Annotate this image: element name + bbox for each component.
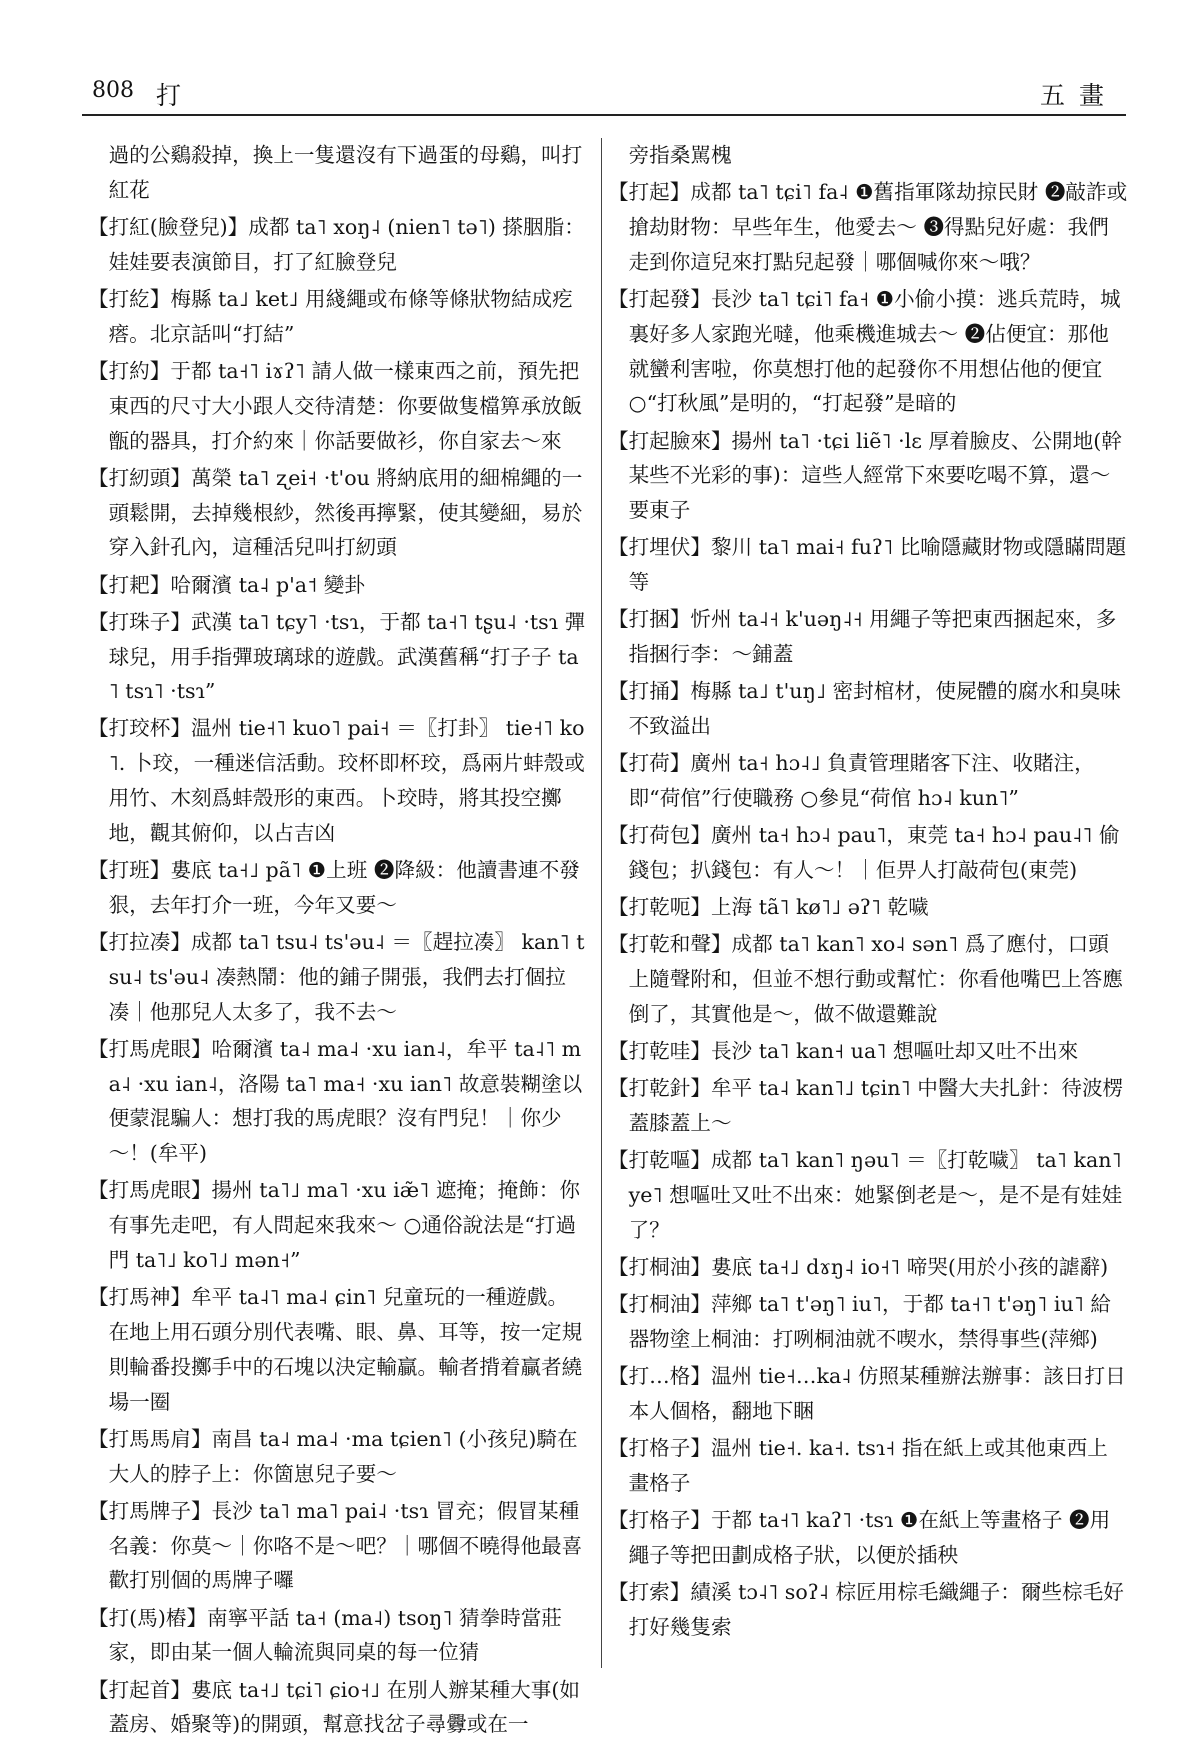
page-number: 808 xyxy=(92,78,134,103)
dictionary-entry: 【打乾和聲】成都 ta˥ kan˥ xo˨ sən˥ 爲了應付，口頭上隨聲附和，但並不想行動或幫忙：你看他嘴巴上答應倒了，其實他是～，做不做還難說 xyxy=(608,932,1123,1027)
dictionary-entry: 【打荷包】廣州 ta˧ hɔ˨ pau˥，東莞 ta˧ hɔ˨ pau˨˥ 偷錢包；扒錢包：有人～！｜佢畀人打敲荷包(東莞) xyxy=(608,823,1120,883)
dictionary-entry: 【打捆】忻州 ta˨˧ k'uəŋ˨˧ 用繩子等把東西捆起來，多指捆行李：～鋪蓋 xyxy=(608,607,1117,667)
column-divider xyxy=(601,138,602,1668)
dictionary-entry: 【打乾哇】長沙 ta˥ kan˧ ua˥ 想嘔吐却又吐不出來 xyxy=(608,1039,1079,1064)
dictionary-entry: 【打荷】廣州 ta˧ hɔ˨˩ 負責管理賭客下注、收賭注，即“荷倌”行使職務 ○參見“荷倌 hɔ˨ kun˥” xyxy=(608,751,1095,811)
dictionary-entry: 【打桐油】婁底 ta˧˩ dɤŋ˨ io˧˥ 啼哭(用於小孩的謔辭) xyxy=(608,1255,1109,1280)
dictionary-entry: 【打拉凑】成都 ta˥ tsu˨ ts'əu˨ ＝〖趕拉凑〗 kan˥ tsu˨ ts'əu˨ 凑熱鬧：他的鋪子開張，我們去打個拉凑｜他那兒人太多了，我不去～ xyxy=(88,930,585,1024)
right-column xyxy=(608,138,1128,1647)
dictionary-entry: 【打桐油】萍鄉 ta˥ t'əŋ˥ iu˥，于都 ta˧˥ t'əŋ˥ iu˥ 給器物塗上桐油：打咧桐油就不喫水，禁得事些(萍鄉) xyxy=(608,1292,1112,1352)
entry-continuation: 過的公鷄殺掉，換上一隻還沒有下過蛋的母鷄，叫打紅花 xyxy=(108,143,583,202)
entry-continuation: 旁指桑駡槐 xyxy=(628,143,732,167)
dictionary-entry: 【打紉頭】萬榮 ta˥ ʐei˧ ·t'ou 將納底用的細棉繩的一頭鬆開，去掉幾根紗，然後再擰緊，使其變細，易於穿入針孔內，這種活兒叫打紉頭 xyxy=(88,465,583,560)
dictionary-entry: 【打…格】温州 tie˧…ka˨ 仿照某種辦法辦事：該日打日本人個格，翻地下睏 xyxy=(608,1364,1126,1424)
header-rule xyxy=(82,114,1126,116)
dictionary-entry: 【打捅】梅縣 ta˩ t'uŋ˩ 密封棺材，使屍體的腐水和臭味不致溢出 xyxy=(608,679,1121,739)
section-title: 五畫 xyxy=(1039,81,1118,110)
dictionary-entry: 【打格子】于都 ta˧˥ kaʔ˥ ·tsɿ ❶在紙上等畫格子 ❷用繩子等把田劃成格子狀，以便於插秧 xyxy=(608,1508,1111,1568)
page-header xyxy=(82,76,1124,112)
dictionary-entry: 【打乾針】牟平 ta˨ kan˥˩ tɕin˥ 中醫大夫扎針：待波楞蓋膝蓋上～ xyxy=(608,1076,1124,1136)
dictionary-entry: 【打約】于都 ta˧˥ iɤʔ˥ 請人做一樣東西之前，預先把東西的尺寸大小跟人交待清楚：你要做隻檔箅承放飯甑的器具，打介約來｜你話要做衫，你自家去～來 xyxy=(88,358,583,453)
dictionary-entry: 【打起首】婁底 ta˧˩ tɕi˥ ɕio˧˩ 在別人辦某種大事(如蓋房、婚聚等)的開頭，幫意找岔子尋釁或在一 xyxy=(88,1677,580,1737)
dictionary-entry: 【打珠子】武漢 ta˥ tɕy˥ ·tsɿ，于都 ta˧˥ tʂu˨ ·tsɿ 彈球兒，用手指彈玻璃球的遊戲。武漢舊稱“打子子 ta˥ tsɿ˥ ·tsɿ” xyxy=(88,609,586,704)
dictionary-entry: 【打(馬)樁】南寧平話 ta˧ (ma˨) tsoŋ˥ 猜拳時當莊家，即由某一個人輪流與同桌的每一位猜 xyxy=(88,1605,562,1665)
dictionary-entry: 【打乾嘔】成都 ta˥ kan˥ ŋəu˥ ＝〖打乾噦〗 ta˥ kan˥ ye˥ 想嘔吐又吐不出來：她緊倒老是～，是不是有娃娃了？ xyxy=(608,1148,1123,1242)
dictionary-entry: 【打紇】梅縣 ta˩ ket˩ 用綫繩或布條等條狀物結成疙瘩。北京話叫“打結” xyxy=(88,286,573,346)
dictionary-entry: 【打馬神】牟平 ta˨˥ ma˨ ɕin˥ 兒童玩的一種遊戲。在地上用石頭分別代表嘴、眼、鼻、耳等，按一定規則輪番投擲手中的石塊以決定輸贏。輸者揹着贏者繞場一圈 xyxy=(88,1285,583,1414)
dictionary-entry: 【打馬虎眼】揚州 ta˥˩ ma˥ ·xu iæ̃˥ 遮掩；掩飾：你有事先走吧，有人問起來我來～ ○通俗說法是“打過門 ta˥˩ ko˥˩ mən˧” xyxy=(88,1178,580,1272)
dictionary-entry: 【打耙】哈爾濱 ta˨ p'a˦ 變卦 xyxy=(88,572,365,597)
left-column xyxy=(88,138,586,1745)
dictionary-entry: 【打紅(臉登兒)】成都 ta˥ xoŋ˨ (nien˥ tə˥) 搽胭脂：娃娃要表演節目，打了紅臉登兒 xyxy=(88,214,585,274)
dictionary-entry: 【打起發】長沙 ta˥ tɕi˥ fa˧ ❶小偷小摸：逃兵荒時，城裏好多人家跑光噠，他乘機進城去～ ❷佔便宜：那他就蠻利害啦，你莫想打他的起發你不用想佔他的便宜 ○“打秋風”是明的，“打起發”是暗的 xyxy=(608,286,1121,416)
dictionary-entry: 【打馬馬肩】南昌 ta˨ ma˨ ·ma tɕien˥ (小孩兒)騎在大人的脖子上：你箇崽兒子要～ xyxy=(88,1426,578,1486)
dictionary-entry: 【打埋伏】黎川 ta˥ mai˧ fuʔ˥ 比喻隱藏財物或隱瞞問題等 xyxy=(608,535,1127,595)
dictionary-entry: 【打馬牌子】長沙 ta˥ ma˥ pai˨ ·tsɿ 冒充；假冒某種名義：你莫～｜你咯不是～吧？｜哪個不曉得他最喜歡打別個的馬牌子囉 xyxy=(88,1498,583,1593)
dictionary-entry: 【打起】成都 ta˥ tɕi˥ fa˨ ❶舊指軍隊劫掠民財 ❷敲詐或搶劫財物：早些年生，他愛去～ ❸得點兒好處：我們走到你這兒來打點兒起發｜哪個喊你來～哦？ xyxy=(608,180,1128,274)
dictionary-entry: 【打珓杯】温州 tie˧˥ kuo˥ pai˧ ＝〖打卦〗 tie˧˥ ko˥. 卜珓，一種迷信活動。珓杯即杯珓，爲兩片蚌殼或用竹、木刻爲蚌殼形的東西。卜珓時，將其投空擲地，觀其俯仰，以占吉凶 xyxy=(88,716,585,845)
dictionary-entry: 【打格子】温州 tie˧. ka˧. tsɿ˧ 指在紙上或其他東西上畫格子 xyxy=(608,1436,1108,1496)
head-character: 打 xyxy=(156,81,182,110)
dictionary-entry: 【打乾呃】上海 tã˥ kø˥˩ əʔ˥ 乾噦 xyxy=(608,895,929,920)
dictionary-entry: 【打班】婁底 ta˧˩ pã˥ ❶上班 ❷降級：他讀書連不發狠，去年打介一班，今年又要～ xyxy=(88,858,580,917)
dictionary-entry: 【打起臉來】揚州 ta˥ ·tɕi liẽ˥ ·lɛ 厚着臉皮、公開地(幹某些不光彩的事)：這些人經常下來要吃喝不算，還～要東子 xyxy=(608,428,1122,523)
dictionary-entry: 【打索】績溪 tɔ˨˥ soʔ˨ 棕匠用棕毛織繩子：爾些棕毛好打好幾隻索 xyxy=(608,1580,1124,1640)
dictionary-entry: 【打馬虎眼】哈爾濱 ta˨ ma˨ ·xu ian˨，牟平 ta˨˥ ma˨ ·xu ian˨，洛陽 ta˥ ma˧ ·xu ian˥ 故意裝糊塗以便蒙混騙人：想打我的馬虎眼？沒有門兒！｜你少～！(牟平) xyxy=(88,1036,583,1166)
